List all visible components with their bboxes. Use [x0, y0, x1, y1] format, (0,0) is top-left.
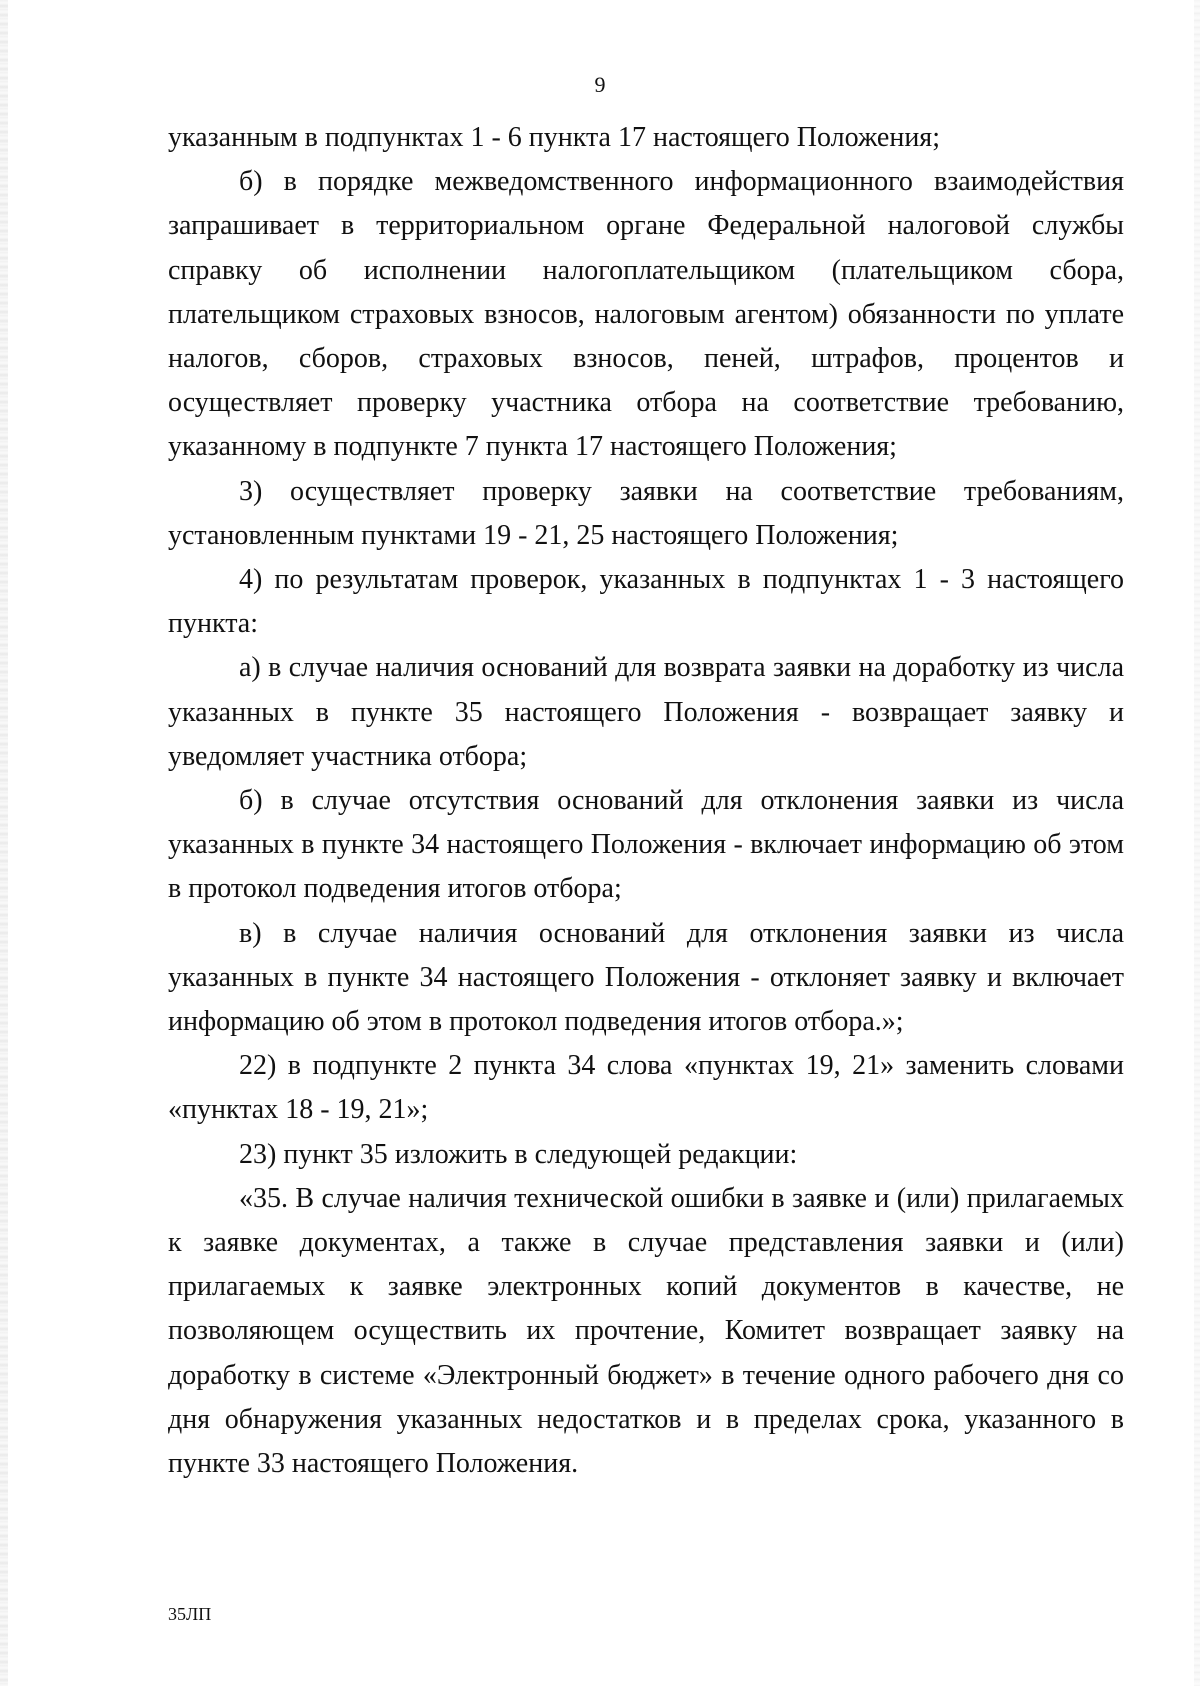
paragraph-clause-35: «35. В случае наличия технической ошибки в заявке и (или) прилагаемых к заявке документах, а также в случае представления заявки и (или) прилагаемых к заявке электронных копий документов в качестве, не позволяющем осуществить их прочтение, Комитет возвращает заявку на доработку в системе «Электронный бюджет» в течение одного рабочего дня со дня обнаружения указанных недостатков и в пределах срока, указанного в пункте 33 настоящего Положения. [168, 1182, 1124, 1480]
paragraph-subitem-v-reject: в) в случае наличия оснований для отклонения заявки из числа указанных в пункте 34 настоящего Положения - отклоняет заявку и включает информацию об этом в протокол подведения итогов отбора.»; [168, 917, 1124, 1038]
paragraph-item-3-check: 3) осуществляет проверку заявки на соответствие требованиям, установленным пунктами 19 - 21, 25 настоящего Положения; [168, 475, 1124, 551]
paragraph-subitem-b-include: б) в случае отсутствия оснований для отклонения заявки из числа указанных в пункте 34 настоящего Положения - включает информацию об этом в протокол подведения итогов отбора; [168, 785, 1124, 905]
scan-edge-right [1194, 0, 1200, 1686]
page-number: 9 [594, 72, 606, 97]
paragraph-continuation: указанным в подпунктах 1 - 6 пункта 17 настоящего Положения; [168, 122, 940, 153]
scan-edge-left [0, 0, 8, 1686]
paragraph-subitem-b-interagency-request: б) в порядке межведомственного информационного взаимодействия запрашивает в территориальном органе Федеральной налоговой службы справку об исполнении налогоплательщиком (плательщиком сбора, плательщиком страховых взносов, налоговым агентом) обязанности по уплате налогов, сборов, страховых взносов, пеней, штрафов, процентов и осуществляет проверку участника отбора на соответствие требованию, указанному в подпункте 7 пункта 17 настоящего Положения; [168, 166, 1124, 463]
paragraph-item-23-amendment: 23) пункт 35 изложить в следующей редакции: [239, 1138, 798, 1170]
footer-document-code: 35ЛП [168, 1604, 212, 1624]
paragraph-item-22-amendment: 22) в подпункте 2 пункта 34 слова «пунктах 19, 21» заменить словами «пунктах 18 - 19, 21»; [168, 1050, 1124, 1126]
paragraph-subitem-a-return: а) в случае наличия оснований для возврата заявки на доработку из числа указанных в пункте 35 настоящего Положения - возвращает заявку и уведомляет участника отбора; [168, 652, 1124, 772]
document-body [168, 116, 1124, 1486]
paragraph-item-4-results: 4) по результатам проверок, указанных в подпунктах 1 - 3 настоящего пункта: [168, 564, 1124, 640]
